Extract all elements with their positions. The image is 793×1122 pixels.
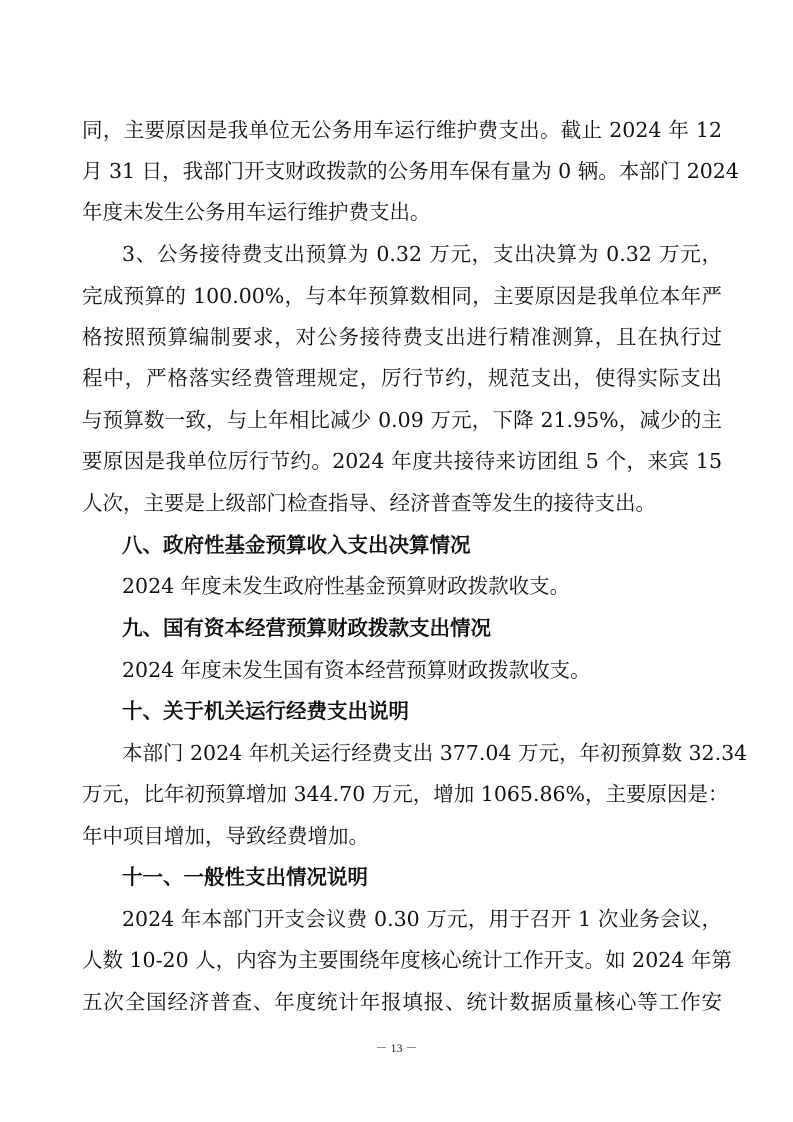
section-heading: 八、政府性基金预算收入支出决算情况 [122,533,471,557]
section-heading: 十、关于机关运行经费支出说明 [122,699,409,723]
paragraph-line: 人数 10-20 人，内容为主要围绕年度核心统计工作开支。如 2024 年第 [82,948,732,972]
paragraph-line: 格按照预算编制要求，对公务接待费支出进行精准测算，且在执行过 [82,325,722,349]
paragraph-line: 程中，严格落实经费管理规定，厉行节约，规范支出，使得实际支出 [82,366,722,390]
paragraph-line: 年度未发生公务用车运行维护费支出。 [82,200,431,224]
paragraph-line: 与预算数一致，与上年相比减少 0.09 万元，下降 21.95%，减少的主 [82,408,722,432]
section-heading: 十一、一般性支出情况说明 [122,865,368,889]
paragraph-line: 要原因是我单位厉行节约。2024 年度共接待来访团组 5 个，来宾 15 [82,449,722,473]
section-heading: 九、国有资本经营预算财政拨款支出情况 [122,616,491,640]
paragraph-line: 人次，主要是上级部门检查指导、经济普查等发生的接待支出。 [82,491,656,515]
paragraph-line: 年中项目增加，导致经费增加。 [82,824,369,848]
paragraph-line: 2024 年度未发生政府性基金预算财政拨款收支。 [122,574,571,598]
paragraph-line: 3、公务接待费支出预算为 0.32 万元，支出决算为 0.32 万元， [122,242,722,266]
paragraph-line: 2024 年本部门开支会议费 0.30 万元，用于召开 1 次业务会议， [122,907,722,931]
paragraph-line: 同，主要原因是我单位无公务用车运行维护费支出。截止 2024 年 12 [82,118,722,142]
paragraph-line: 万元，比年初预算增加 344.70 万元，增加 1065.86%，主要原因是： [82,782,729,806]
paragraph-line: 五次全国经济普查、年度统计年报填报、统计数据质量核心等工作安 [82,990,722,1014]
paragraph-line: 完成预算的 100.00%，与本年预算数相同，主要原因是我单位本年严 [82,284,722,308]
page-number: － 13 － [375,1041,418,1055]
paragraph-line: 2024 年度未发生国有资本经营预算财政拨款收支。 [122,658,591,682]
paragraph-line: 月 31 日，我部门开支财政拨款的公务用车保有量为 0 辆。本部门 2024 [82,159,739,183]
paragraph-line: 本部门 2024 年机关运行经费支出 377.04 万元，年初预算数 32.34 [122,741,748,765]
